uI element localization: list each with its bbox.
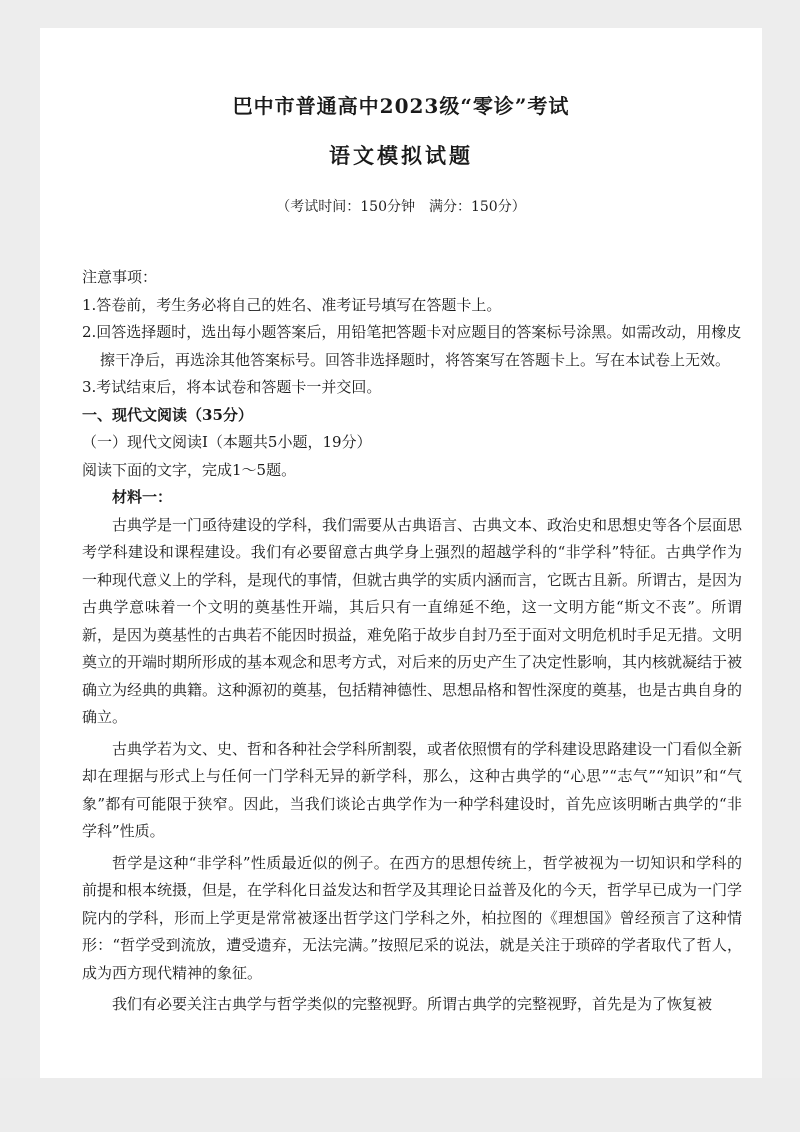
section-heading: 一、现代文阅读（35分） [82,405,253,424]
exam-subtitle: 语文模拟试题 [329,143,473,168]
paragraph-2: 古典学若为文、史、哲和各种社会学科所割裂，或者依照惯有的学科建设思路建设一门看似全新却在理据与形式上与任何一门学科无异的新学科，那么，这种古典学的“心思”“志气”“知识”和“气象”都有可能限于狭窄。因此，当我们谈论古典学作为一种学科建设时，首先应该明晰古典学的“非学科”性质。 [82,739,743,840]
paragraph-4: 我们有必要关注古典学与哲学类似的完整视野。所谓古典学的完整视野，首先是为了恢复被 [112,995,713,1013]
exam-page [40,28,762,1078]
page-bottom-margin [0,1078,800,1132]
material-label: 材料一： [112,488,173,506]
exam-info: （考试时间：150分钟 满分：150分） [276,199,526,215]
exam-title: 巴中市普通高中2023级“零诊”考试 [232,94,570,118]
exam-body [82,264,742,1019]
note-item-3: 3.考试结束后，将本试卷和答题卡一并交回。 [82,378,382,396]
note-item-2: 2.回答选择题时，选出每小题答案后，用铅笔把答题卡对应题目的答案标号涂黑。如需改动，用橡皮擦干净后，再选涂其他答案标号。回答非选择题时，将答案写在答题卡上。写在本试卷上无效。 [82,323,742,369]
notes-heading: 注意事项： [82,268,158,286]
paragraph-1: 古典学是一门亟待建设的学科，我们需要从古典语言、古典文本、政治史和思想史等各个层面思考学科建设和课程建设。我们有必要留意古典学身上强烈的超越学科的“非学科”特征。古典学作为一种现代意义上的学科，是现代的事情，但就古典学的实质内涵而言，它既古且新。所谓古，是因为古典学意味着一个文明的奠基性开端，其后只有一直绵延不绝，这一文明方能“斯文不丧”。所谓新，是因为奠基性的古典若不能因时损益，难免陷于故步自封乃至于面对文明危机时手足无措。文明奠立的开端时期所形成的基本观念和思考方式，对后来的历史产生了决定性影响，其内核就凝结于被确立为经典的典籍。这种源初的奠基，包括精神德性、思想品格和智性深度的奠基，也是古典自身的确立。 [82,515,743,726]
section-subheading: （一）现代文阅读Ⅰ（本题共5小题，19分） [82,433,372,451]
section-instruction: 阅读下面的文字，完成1～5题。 [82,460,297,479]
paragraph-3: 哲学是这种“非学科”性质最近似的例子。在西方的思想传统上，哲学被视为一切知识和学科的前提和根本统摄，但是，在学科化日益发达和哲学及其理论日益普及化的今天，哲学早已成为一门学院内的学科，形而上学更是常常被逐出哲学这门学科之外，柏拉图的《理想国》曾经预言了这种情形：“哲学受到流放，遭受遗弃，无法完满。”按照尼采的说法，就是关注于琐碎的学者取代了哲人，成为西方现代精神的象征。 [82,853,743,982]
note-item-1: 1.答卷前，考生务必将自己的姓名、准考证号填写在答题卡上。 [82,295,502,314]
